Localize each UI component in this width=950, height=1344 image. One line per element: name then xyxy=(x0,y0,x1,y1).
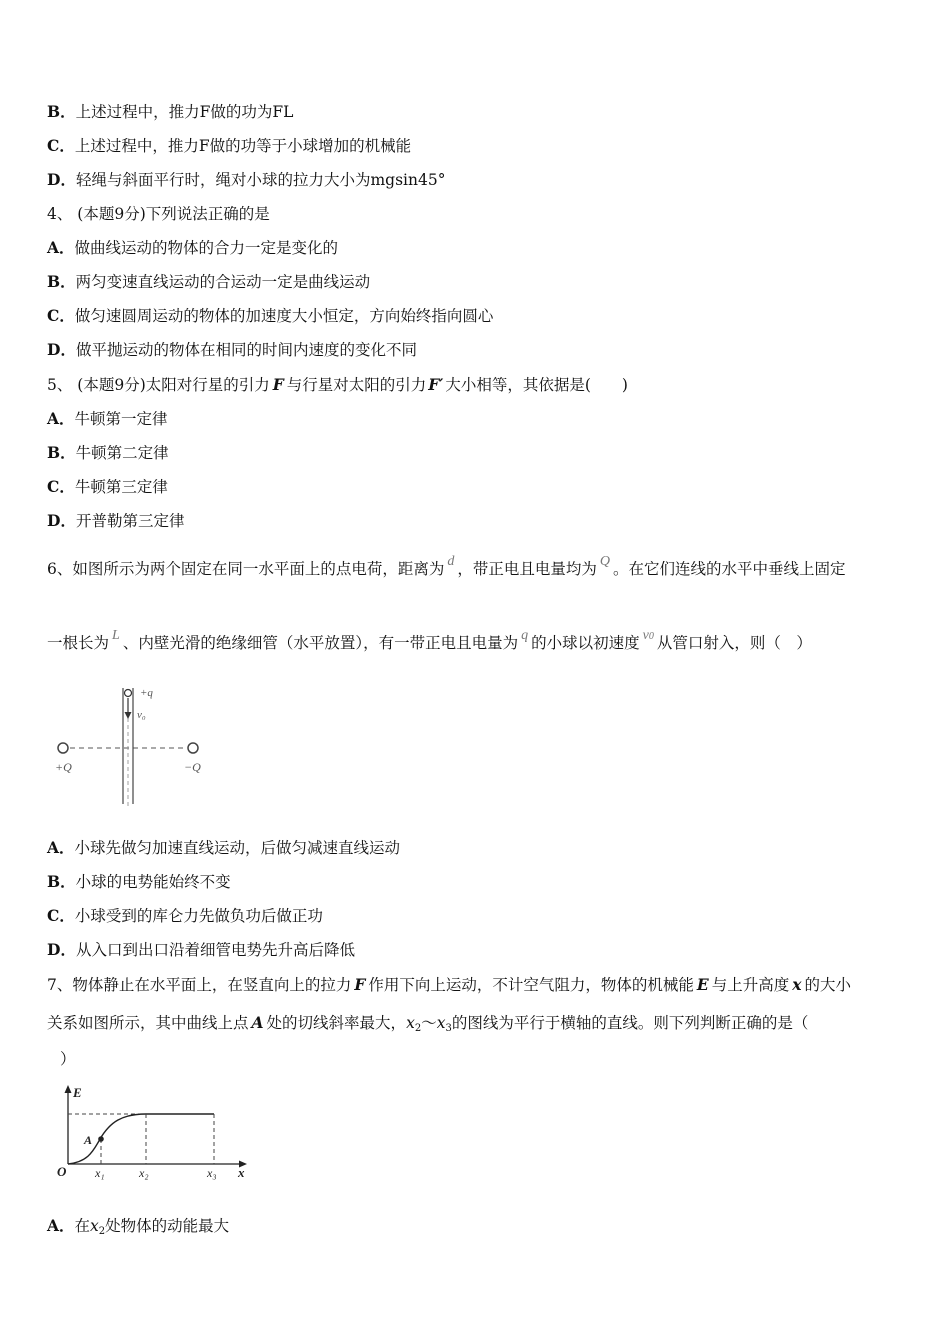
label-A: A xyxy=(84,1133,93,1147)
velocity-subscript: 0 xyxy=(648,631,654,642)
energy-symbol: E xyxy=(696,975,709,994)
force-symbol: F xyxy=(354,975,366,994)
label-x3: x₃ xyxy=(207,1166,217,1180)
label-plus-Q: +Q xyxy=(55,760,72,774)
option-text: 牛顿第二定律 xyxy=(75,444,169,462)
option-letter: A． xyxy=(47,838,75,857)
option-text: 两匀变速直线运动的合运动一定是曲线运动 xyxy=(75,273,371,291)
q5-option-b xyxy=(47,443,169,463)
option-letter: D． xyxy=(47,511,76,530)
q7-stem-line3: ） xyxy=(60,1050,76,1068)
height-symbol: x xyxy=(792,975,802,994)
q7-option-a xyxy=(47,1216,229,1242)
q6-option-d xyxy=(47,940,355,960)
distance-symbol: d xyxy=(447,554,455,569)
q4-stem: 4、 (本题9分)下列说法正确的是 xyxy=(47,205,270,223)
force-symbol: F xyxy=(272,375,284,394)
option-letter: A． xyxy=(47,238,75,257)
energy-curve xyxy=(68,1114,146,1164)
option-letter: B． xyxy=(47,443,76,462)
option-letter: D． xyxy=(47,170,76,189)
stem-text: 的大小 xyxy=(804,976,852,994)
charge-symbol: Q xyxy=(599,554,611,569)
x3-symbol: x xyxy=(436,1014,446,1032)
velocity-symbol xyxy=(643,628,654,643)
x2-subscript: 2 xyxy=(98,1226,106,1237)
tilde: ～ xyxy=(421,1014,437,1032)
positive-charge xyxy=(58,743,68,753)
option-text: 做匀速圆周运动的物体的加速度大小恒定，方向始终指向圆心 xyxy=(74,307,494,325)
option-letter: D． xyxy=(47,340,76,359)
option-letter: C． xyxy=(47,306,75,325)
label-minus-Q: −Q xyxy=(184,760,201,774)
option-text: 做曲线运动的物体的合力一定是变化的 xyxy=(74,239,339,257)
stem-text: 的图线为平行于横轴的直线。则下列判断正确的是（ xyxy=(451,1014,809,1032)
stem-text: 处的切线斜率最大， xyxy=(266,1014,407,1032)
q5-option-c xyxy=(47,477,168,497)
q3-option-b xyxy=(47,102,293,122)
label-x: x xyxy=(238,1165,245,1180)
q6-stem-line1 xyxy=(47,554,846,581)
negative-charge xyxy=(188,743,198,753)
x3-subscript: 3 xyxy=(445,1023,452,1034)
q6-option-c xyxy=(47,906,323,926)
q6-stem-line2 xyxy=(47,628,812,656)
option-text: 轻绳与斜面平行时，绳对小球的拉力大小为mgsin45° xyxy=(75,171,446,189)
label-x1: x₁ xyxy=(95,1166,105,1180)
force-symbol: F′ xyxy=(428,375,444,394)
option-letter: A． xyxy=(47,409,75,428)
x2-symbol: x xyxy=(406,1014,415,1032)
stem-text: 关系如图所示，其中曲线上点 xyxy=(47,1014,249,1032)
option-text: 上述过程中，推力F做的功等于小球增加的机械能 xyxy=(74,137,412,155)
stem-text: 。在它们连线的水平中垂线上固定 xyxy=(613,560,846,578)
option-letter: A． xyxy=(47,1216,75,1235)
option-text: 牛顿第一定律 xyxy=(74,410,168,428)
option-letter: C． xyxy=(47,136,75,155)
q4-option-c xyxy=(47,306,493,326)
q4-option-a xyxy=(47,238,338,258)
point-symbol: A xyxy=(251,1013,264,1032)
charge-symbol: q xyxy=(521,628,529,643)
option-letter: D． xyxy=(47,940,76,959)
stem-text: 、内壁光滑的绝缘细管（水平放置），有一带正电且电量为 xyxy=(122,634,519,652)
option-text: 开普勒第三定律 xyxy=(75,512,185,530)
option-text: 在 xyxy=(74,1217,91,1235)
q6-option-b xyxy=(47,872,231,892)
stem-text: 从管口射入，则（ ） xyxy=(656,634,812,652)
label-E: E xyxy=(73,1085,82,1100)
x2-subscript: 2 xyxy=(414,1023,422,1034)
q7-figure xyxy=(52,1082,252,1186)
label-x2: x₂ xyxy=(139,1166,149,1180)
stem-text: 大小相等，其依据是( ) xyxy=(445,376,628,394)
stem-text: 与行星对太阳的引力 xyxy=(286,376,427,394)
stem-text: 5、 (本题9分)太阳对行星的引力 xyxy=(47,376,270,394)
q5-stem xyxy=(47,375,628,395)
q3-option-d xyxy=(47,170,445,190)
stem-text: 一根长为 xyxy=(47,634,110,652)
option-letter: B． xyxy=(47,102,76,121)
stem-text: ，带正电且电量均为 xyxy=(457,560,597,578)
option-text: 小球先做匀加速直线运动，后做匀减速直线运动 xyxy=(74,839,401,857)
option-text: 从入口到出口沿着细管电势先升高后降低 xyxy=(75,941,355,959)
option-text: 处物体的动能最大 xyxy=(105,1217,230,1235)
option-letter: C． xyxy=(47,477,75,496)
q6-option-a xyxy=(47,838,400,858)
stem-text: 7、物体静止在水平面上，在竖直向上的拉力 xyxy=(47,976,352,994)
label-O: O xyxy=(57,1164,67,1179)
point-a xyxy=(98,1136,104,1142)
q6-figure xyxy=(50,682,220,810)
q3-option-c xyxy=(47,136,411,156)
option-text: 小球的电势能始终不变 xyxy=(75,873,231,891)
stem-text: 6、如图所示为两个固定在同一水平面上的点电荷，距离为 xyxy=(47,560,445,578)
q7-stem-line2 xyxy=(47,1013,808,1039)
q4-option-b xyxy=(47,272,370,292)
q7-stem-line1 xyxy=(47,975,851,995)
option-text: 上述过程中，推力F做的功为FL xyxy=(75,103,294,121)
option-letter: B． xyxy=(47,872,76,891)
stem-text: 作用下向上运动，不计空气阻力，物体的机械能 xyxy=(368,976,694,994)
option-text: 牛顿第三定律 xyxy=(74,478,168,496)
q5-option-d xyxy=(47,511,184,531)
option-letter: C． xyxy=(47,906,75,925)
option-text: 小球受到的库仑力先做负功后做正功 xyxy=(74,907,323,925)
label-plus-q: +q xyxy=(140,687,153,699)
label-v0: v₀ xyxy=(137,709,146,721)
y-axis-arrow xyxy=(65,1085,72,1093)
stem-text: 与上升高度 xyxy=(711,976,790,994)
q5-option-a xyxy=(47,409,168,429)
x2-symbol: x xyxy=(90,1217,99,1235)
length-symbol: L xyxy=(112,628,120,643)
q4-option-d xyxy=(47,340,417,360)
velocity-arrowhead xyxy=(125,712,132,719)
velocity-letter: v xyxy=(642,628,649,643)
stem-text: 的小球以初速度 xyxy=(531,634,640,652)
option-letter: B． xyxy=(47,272,76,291)
option-text: 做平抛运动的物体在相同的时间内速度的变化不同 xyxy=(75,341,417,359)
small-ball xyxy=(125,690,132,697)
